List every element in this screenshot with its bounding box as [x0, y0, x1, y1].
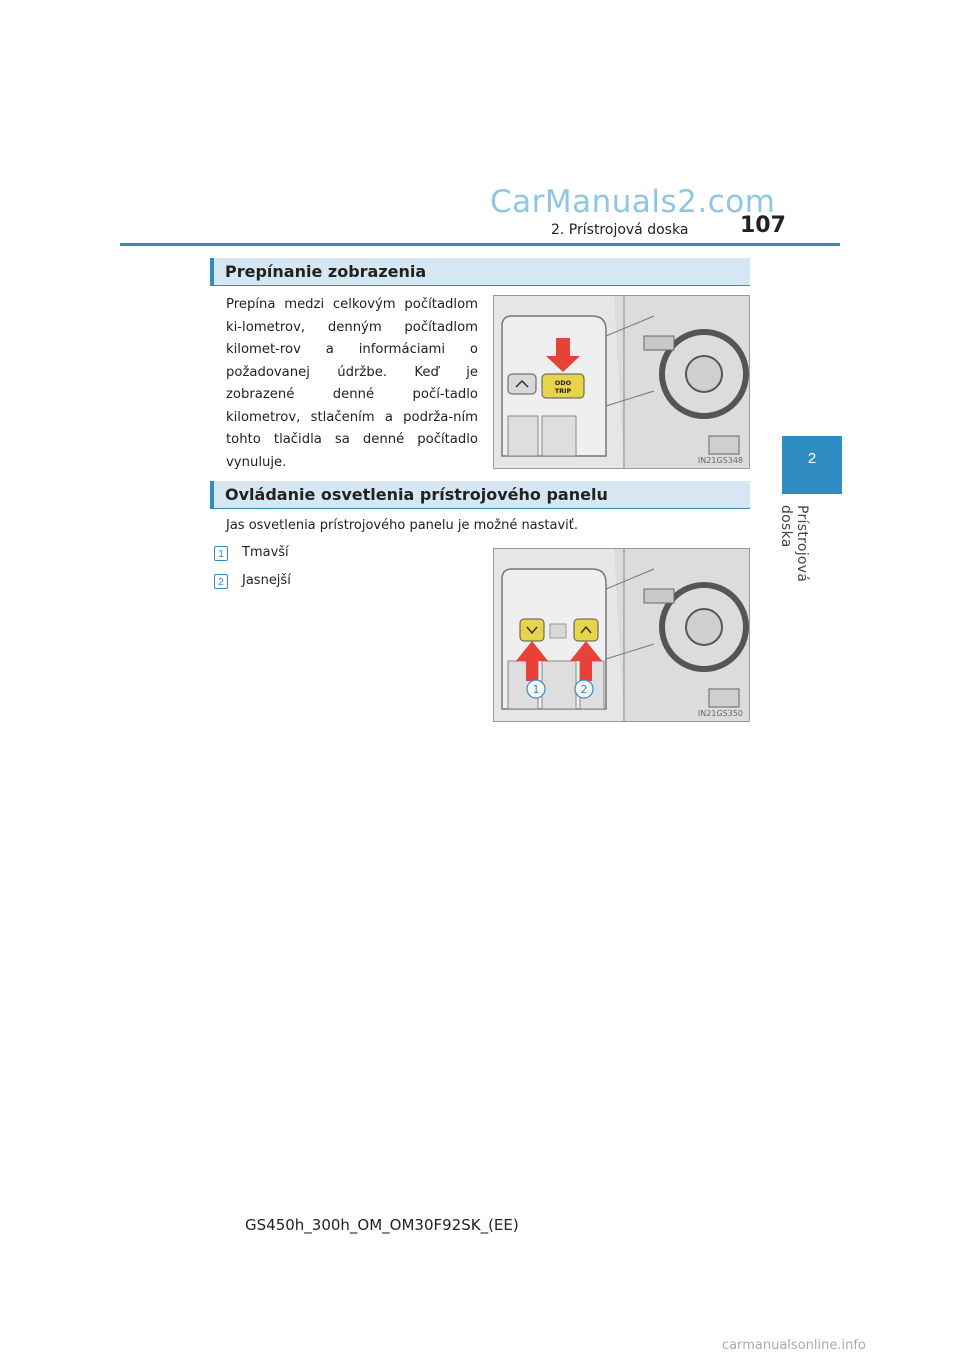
- figure-odo-trip-button: [493, 295, 750, 469]
- section-body-text: Jas osvetlenia prístrojového panelu je možné nastaviť.: [226, 518, 579, 533]
- callout-2: 2: [580, 683, 588, 696]
- section-heading-display-toggle: [210, 258, 750, 286]
- callout-1: 1: [532, 683, 540, 696]
- odo-trip-illustration: [494, 296, 750, 469]
- section-heading-text: Prepínanie zobrazenia: [225, 262, 427, 281]
- document-footer-code: GS450h_300h_OM_OM30F92SK_(EE): [245, 1216, 519, 1234]
- page-number: 107: [740, 213, 786, 238]
- chapter-tab: 2: [782, 436, 842, 494]
- section-heading-text: Ovládanie osvetlenia prístrojového panelu: [225, 485, 608, 504]
- list-item-label: Tmavší: [242, 545, 289, 560]
- list-item-label: Jasnejší: [242, 573, 291, 588]
- header-divider: [120, 243, 840, 246]
- section-body-text: Prepína medzi celkovým počítadlom ki-lometrov, denným počítadlom kilomet-rov a informáciami o požadovanej údržbe. Keď je zobrazené denné počí-tadlo kilometrov, stlačením a podrža-ním tohto tlačidla sa denné počítadlo vynuluje.: [226, 297, 478, 470]
- watermark-logo: CarManuals2.com: [490, 184, 776, 220]
- figure-code: IN21GS350: [697, 709, 743, 718]
- brightness-illustration: [494, 549, 750, 722]
- number-badge: 1: [214, 546, 228, 561]
- figure-code: IN21GS348: [697, 456, 743, 465]
- watermark-footer: carmanualsonline.info: [722, 1338, 866, 1353]
- chapter-tab-label: Prístrojová doska: [778, 505, 810, 583]
- section-heading-brightness: [210, 481, 750, 509]
- figure-brightness-buttons: [493, 548, 750, 722]
- button-label-trip: TRIP: [554, 387, 572, 395]
- button-label-odo: ODO: [554, 379, 572, 387]
- header-section-title: 2. Prístrojová doska: [551, 222, 689, 238]
- number-badge: 2: [214, 574, 228, 589]
